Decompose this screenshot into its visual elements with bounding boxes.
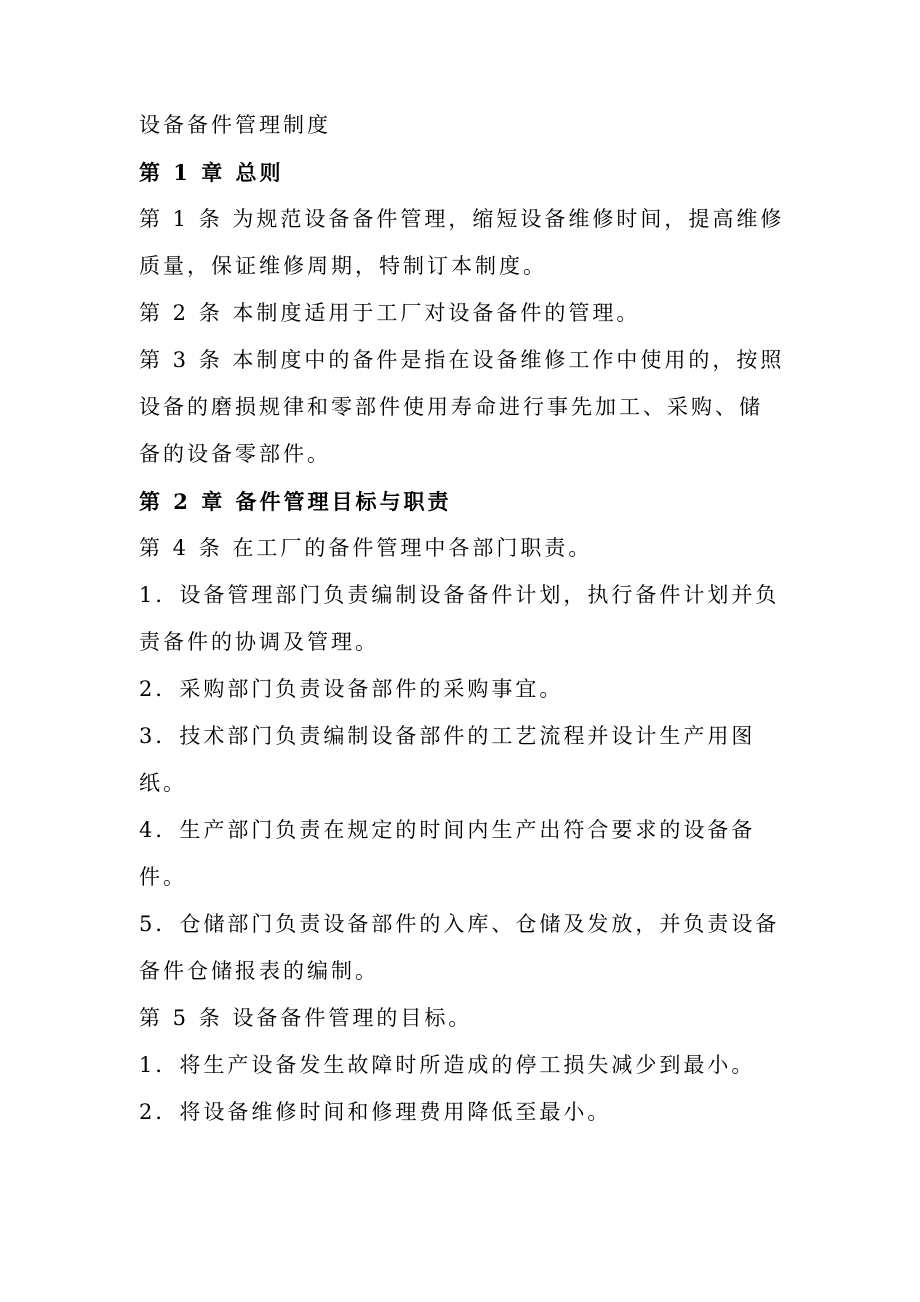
paragraph-line: 件。 xyxy=(139,865,187,889)
paragraph-line: 3．技术部门负责编制设备部件的工艺流程并设计生产用图 xyxy=(139,724,756,748)
paragraph-line: 质量，保证维修周期，特制订本制度。 xyxy=(139,254,547,278)
document-title: 设备备件管理制度 xyxy=(139,113,331,137)
paragraph-line: 第 4 条 在工厂的备件管理中各部门职责。 xyxy=(139,536,593,560)
paragraph-line: 4．生产部门负责在规定的时间内生产出符合要求的设备备 xyxy=(139,818,756,842)
paragraph-line: 纸。 xyxy=(139,771,187,795)
paragraph-line: 备件仓储报表的编制。 xyxy=(139,959,379,983)
paragraph-line: 1．设备管理部门负责编制设备备件计划，执行备件计划并负 xyxy=(139,583,780,607)
paragraph-line: 1．将生产设备发生故障时所造成的停工损失减少到最小。 xyxy=(139,1053,756,1077)
paragraph-line: 2．采购部门负责设备部件的采购事宜。 xyxy=(139,677,564,701)
paragraph-line: 第 1 条 为规范设备备件管理，缩短设备维修时间，提高维修 xyxy=(139,207,785,231)
paragraph-line: 设备的磨损规律和零部件使用寿命进行事先加工、采购、储 xyxy=(139,395,763,419)
paragraph-line: 第 2 条 本制度适用于工厂对设备备件的管理。 xyxy=(139,301,641,325)
paragraph-line: 第 5 条 设备备件管理的目标。 xyxy=(139,1006,473,1030)
paragraph-line: 责备件的协调及管理。 xyxy=(139,630,379,654)
chapter-heading: 第 2 章 备件管理目标与职责 xyxy=(139,489,452,514)
document-body xyxy=(139,114,789,1148)
document-lines xyxy=(139,161,789,1124)
chapter-heading: 第 1 章 总则 xyxy=(139,160,284,185)
paragraph-line: 2．将设备维修时间和修理费用降低至最小。 xyxy=(139,1100,612,1124)
paragraph-line: 第 3 条 本制度中的备件是指在设备维修工作中使用的，按照 xyxy=(139,348,785,372)
paragraph-line: 备的设备零部件。 xyxy=(139,442,331,466)
paragraph-line: 5．仓储部门负责设备部件的入库、仓储及发放，并负责设备 xyxy=(139,912,780,936)
